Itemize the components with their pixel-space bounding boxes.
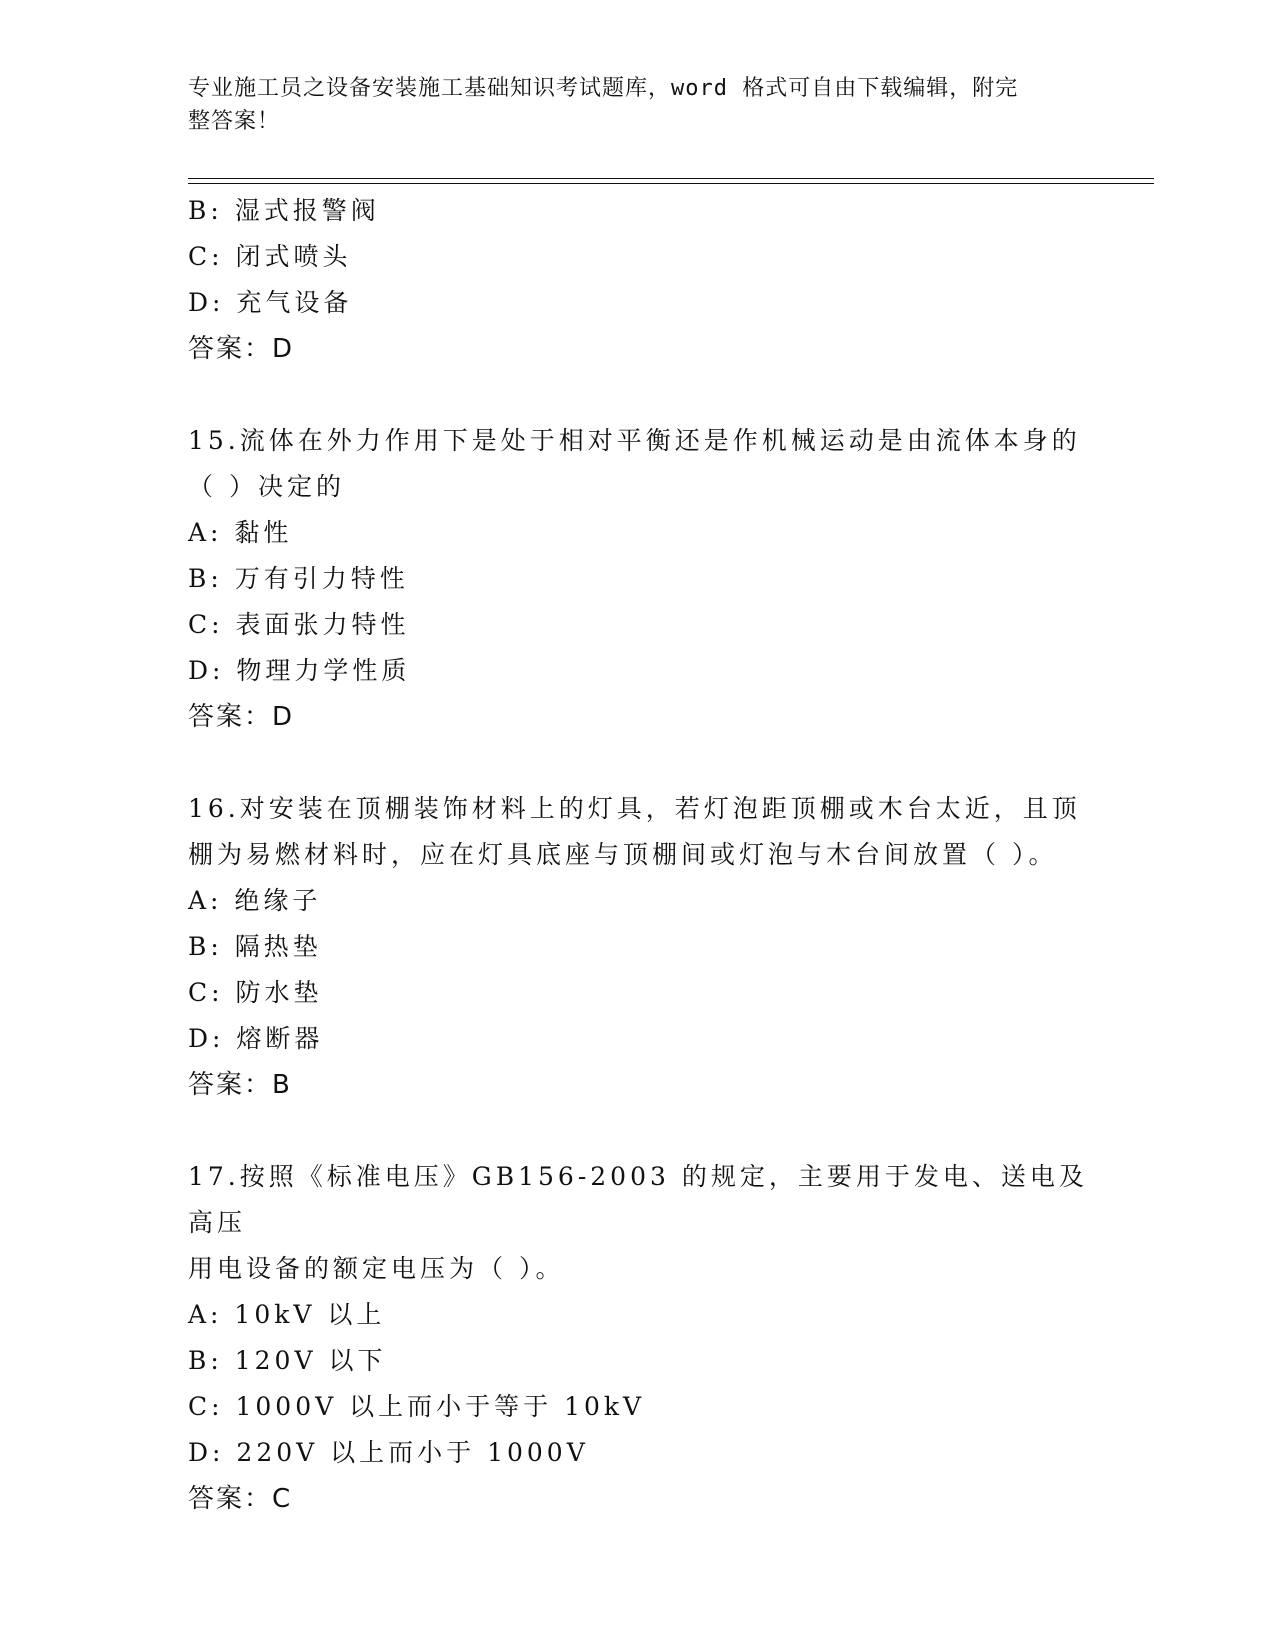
question-stem-line-2: 棚为易燃材料时，应在灯具底座与顶棚间或灯泡与木台间放置（ ）。 bbox=[188, 840, 1058, 869]
question-stem-line-1: 16.对安装在顶棚装饰材料上的灯具，若灯泡距顶棚或木台太近，且顶 bbox=[188, 794, 1081, 823]
header-title-line-1: 专业施工员之设备安装施工基础知识考试题库，word 格式可自由下载编辑，附完 bbox=[188, 76, 1019, 101]
option-d: D: 熔断器 bbox=[188, 1024, 324, 1053]
question-stem-line-2: （ ）决定的 bbox=[188, 472, 345, 501]
option-a: A: 黏性 bbox=[188, 518, 293, 547]
question-stem-line-1: 15.流体在外力作用下是处于相对平衡还是作机械运动是由流体本身的 bbox=[188, 426, 1081, 455]
question-16 bbox=[188, 786, 1088, 1108]
option-a: A: 10kV 以上 bbox=[188, 1300, 386, 1329]
question-14-continued bbox=[188, 188, 1088, 372]
option-c: C: 防水垫 bbox=[188, 978, 323, 1007]
option-b: B: 万有引力特性 bbox=[188, 564, 409, 593]
document-body bbox=[188, 188, 1088, 1522]
option-a: A: 绝缘子 bbox=[188, 886, 322, 915]
option-d: D: 充气设备 bbox=[188, 288, 353, 317]
header-rule-top bbox=[188, 178, 1154, 179]
option-d: D: 物理力学性质 bbox=[188, 656, 411, 685]
option-c: C: 闭式喷头 bbox=[188, 242, 352, 271]
option-b: B: 隔热垫 bbox=[188, 932, 322, 961]
option-b: B: 湿式报警阀 bbox=[188, 196, 380, 225]
option-b: B: 120V 以下 bbox=[188, 1346, 387, 1375]
header-rule-bottom bbox=[188, 183, 1154, 184]
header-title-line-2: 整答案！ bbox=[188, 109, 281, 134]
question-15 bbox=[188, 418, 1088, 740]
option-c: C: 表面张力特性 bbox=[188, 610, 410, 639]
question-stem-line-2: 用电设备的额定电压为（ ）。 bbox=[188, 1254, 565, 1283]
answer: 答案：B bbox=[188, 1070, 292, 1100]
option-d: D: 220V 以上而小于 1000V bbox=[188, 1438, 589, 1467]
option-c: C: 1000V 以上而小于等于 10kV bbox=[188, 1392, 646, 1421]
answer: 答案：C bbox=[188, 1484, 293, 1514]
question-stem-line-1: 17.按照《标准电压》GB156-2003 的规定，主要用于发电、送电及高压 bbox=[188, 1162, 1088, 1237]
answer: 答案：D bbox=[188, 334, 295, 364]
answer: 答案：D bbox=[188, 702, 295, 732]
document-header bbox=[188, 72, 1068, 138]
question-17 bbox=[188, 1154, 1088, 1522]
